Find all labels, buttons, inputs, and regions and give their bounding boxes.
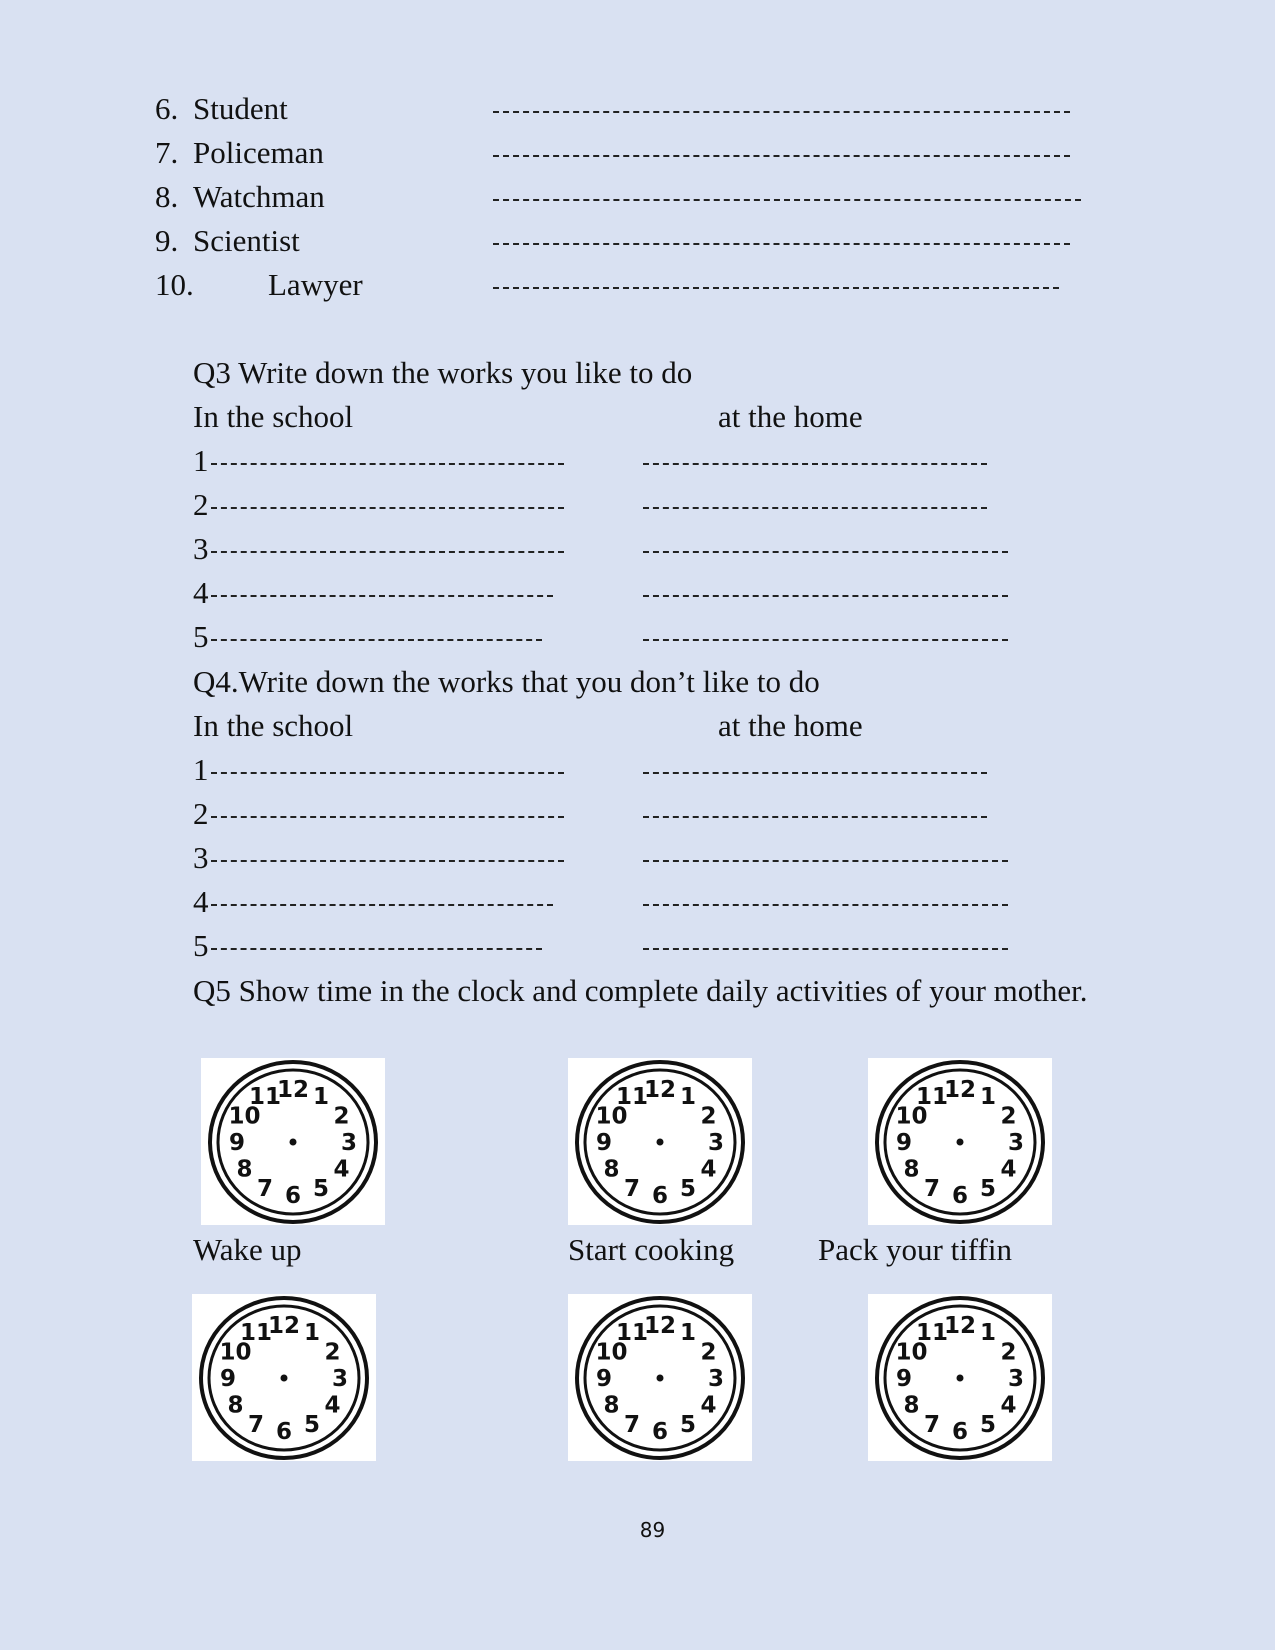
school-answer-line[interactable] [211, 463, 564, 465]
svg-text:11: 11 [915, 1084, 949, 1111]
svg-text:5: 5 [979, 1411, 997, 1438]
svg-text:7: 7 [923, 1175, 941, 1202]
clock-face-6[interactable] [868, 1294, 1052, 1461]
home-answer-line[interactable] [643, 772, 987, 774]
clock-face-pack-tiffin[interactable] [868, 1058, 1052, 1225]
svg-text:8: 8 [603, 1392, 620, 1419]
clock-face-4[interactable] [192, 1294, 376, 1461]
occupation-label: Lawyer [268, 267, 363, 302]
svg-text:12: 12 [276, 1077, 310, 1103]
svg-text:3: 3 [707, 1366, 725, 1392]
svg-text:2: 2 [333, 1103, 350, 1130]
svg-text:8: 8 [903, 1156, 920, 1183]
row-number: 1 [193, 443, 209, 478]
q4-col-home: at the home [718, 708, 863, 743]
svg-text:10: 10 [895, 1103, 928, 1130]
school-answer-line[interactable] [211, 507, 564, 509]
svg-text:7: 7 [256, 1175, 274, 1202]
svg-text:12: 12 [643, 1313, 677, 1339]
svg-text:10: 10 [219, 1339, 252, 1366]
svg-text:8: 8 [236, 1156, 253, 1183]
answer-line[interactable] [493, 155, 1070, 157]
home-answer-line[interactable] [643, 816, 987, 818]
home-answer-line[interactable] [643, 595, 1008, 597]
svg-text:4: 4 [333, 1156, 350, 1183]
svg-text:9: 9 [219, 1366, 237, 1392]
svg-text:5: 5 [979, 1175, 997, 1202]
home-answer-line[interactable] [643, 463, 987, 465]
svg-text:11: 11 [915, 1320, 949, 1347]
svg-text:6: 6 [651, 1419, 669, 1445]
svg-text:11: 11 [248, 1084, 282, 1111]
svg-text:3: 3 [331, 1366, 349, 1392]
svg-text:4: 4 [1000, 1156, 1017, 1183]
svg-text:4: 4 [700, 1156, 717, 1183]
svg-text:6: 6 [951, 1419, 969, 1445]
row-number: 3 [193, 840, 209, 875]
home-answer-line[interactable] [643, 948, 1008, 950]
svg-text:2: 2 [1000, 1103, 1017, 1130]
item-number: 8. [155, 179, 179, 214]
svg-text:7: 7 [923, 1411, 941, 1438]
caption-wake-up: Wake up [193, 1232, 302, 1267]
school-answer-line[interactable] [211, 904, 553, 906]
answer-line[interactable] [493, 243, 1070, 245]
row-number: 5 [193, 619, 209, 654]
school-answer-line[interactable] [211, 860, 564, 862]
svg-text:6: 6 [284, 1183, 302, 1209]
school-answer-line[interactable] [211, 948, 542, 950]
school-answer-line[interactable] [211, 595, 553, 597]
svg-text:4: 4 [324, 1392, 341, 1419]
svg-text:1: 1 [979, 1084, 997, 1111]
svg-text:3: 3 [340, 1130, 358, 1156]
row-number: 2 [193, 487, 209, 522]
svg-text:5: 5 [312, 1175, 330, 1202]
svg-text:9: 9 [228, 1130, 246, 1156]
item-number: 9. [155, 223, 179, 258]
occupation-label: Policeman [193, 135, 324, 170]
item-number: 6. [155, 91, 179, 126]
caption-pack-tiffin: Pack your tiffin [818, 1232, 1013, 1267]
svg-text:12: 12 [267, 1313, 301, 1339]
svg-text:4: 4 [700, 1392, 717, 1419]
svg-text:9: 9 [895, 1366, 913, 1392]
svg-text:2: 2 [700, 1339, 717, 1366]
svg-text:3: 3 [707, 1130, 725, 1156]
q3-col-school: In the school [193, 399, 354, 434]
answer-line[interactable] [493, 287, 1059, 289]
occupation-label: Student [193, 91, 288, 126]
svg-text:6: 6 [275, 1419, 293, 1445]
svg-text:5: 5 [303, 1411, 321, 1438]
svg-text:1: 1 [979, 1320, 997, 1347]
svg-text:12: 12 [943, 1077, 977, 1103]
row-number: 2 [193, 796, 209, 831]
school-answer-line[interactable] [211, 551, 564, 553]
svg-text:1: 1 [679, 1084, 697, 1111]
q3-col-home: at the home [718, 399, 863, 434]
svg-text:7: 7 [623, 1175, 641, 1202]
q4-title: Q4.Write down the works that you don’t like to do [193, 664, 820, 699]
item-number: 7. [155, 135, 179, 170]
q3-title: Q3 Write down the works you like to do [193, 355, 693, 390]
home-answer-line[interactable] [643, 507, 987, 509]
caption-start-cooking: Start cooking [568, 1232, 735, 1267]
svg-text:11: 11 [615, 1084, 649, 1111]
svg-text:10: 10 [595, 1339, 628, 1366]
svg-text:1: 1 [303, 1320, 321, 1347]
clock-face-5[interactable] [568, 1294, 752, 1461]
home-answer-line[interactable] [643, 904, 1008, 906]
home-answer-line[interactable] [643, 860, 1008, 862]
svg-text:2: 2 [324, 1339, 341, 1366]
svg-text:8: 8 [603, 1156, 620, 1183]
answer-line[interactable] [493, 199, 1081, 201]
school-answer-line[interactable] [211, 639, 542, 641]
school-answer-line[interactable] [211, 772, 564, 774]
home-answer-line[interactable] [643, 639, 1008, 641]
item-number: 10. [155, 267, 194, 302]
row-number: 4 [193, 575, 209, 610]
svg-text:10: 10 [595, 1103, 628, 1130]
clock-face-wake-up[interactable] [201, 1058, 385, 1225]
home-answer-line[interactable] [643, 551, 1008, 553]
svg-text:8: 8 [227, 1392, 244, 1419]
svg-text:3: 3 [1007, 1366, 1025, 1392]
svg-text:4: 4 [1000, 1392, 1017, 1419]
svg-text:6: 6 [951, 1183, 969, 1209]
page-number: 89 [639, 1518, 666, 1542]
row-number: 5 [193, 928, 209, 963]
occupation-label: Scientist [193, 223, 300, 258]
svg-text:6: 6 [651, 1183, 669, 1209]
svg-text:9: 9 [895, 1130, 913, 1156]
svg-text:11: 11 [615, 1320, 649, 1347]
svg-text:9: 9 [595, 1366, 613, 1392]
q5-title: Q5 Show time in the clock and complete daily activities of your mother. [193, 973, 1088, 1008]
svg-text:11: 11 [239, 1320, 273, 1347]
svg-text:12: 12 [943, 1313, 977, 1339]
svg-text:8: 8 [903, 1392, 920, 1419]
svg-text:10: 10 [228, 1103, 261, 1130]
q4-col-school: In the school [193, 708, 354, 743]
svg-text:1: 1 [312, 1084, 330, 1111]
answer-line[interactable] [493, 111, 1070, 113]
svg-text:2: 2 [1000, 1339, 1017, 1366]
svg-text:7: 7 [623, 1411, 641, 1438]
row-number: 1 [193, 752, 209, 787]
row-number: 4 [193, 884, 209, 919]
svg-text:2: 2 [700, 1103, 717, 1130]
row-number: 3 [193, 531, 209, 566]
svg-text:9: 9 [595, 1130, 613, 1156]
svg-text:5: 5 [679, 1411, 697, 1438]
svg-text:1: 1 [679, 1320, 697, 1347]
clock-face-start-cooking[interactable] [568, 1058, 752, 1225]
svg-text:10: 10 [895, 1339, 928, 1366]
svg-text:3: 3 [1007, 1130, 1025, 1156]
svg-text:7: 7 [247, 1411, 265, 1438]
occupation-label: Watchman [193, 179, 325, 214]
svg-text:5: 5 [679, 1175, 697, 1202]
school-answer-line[interactable] [211, 816, 564, 818]
svg-text:12: 12 [643, 1077, 677, 1103]
